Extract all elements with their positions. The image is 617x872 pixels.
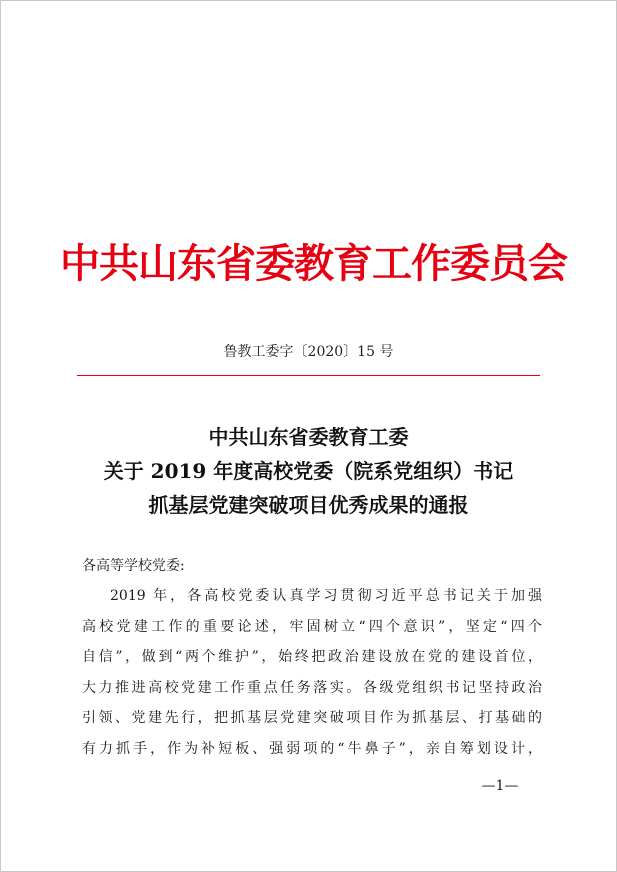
title-line-1: 中共山东省委教育工委: [208, 425, 409, 449]
body-line: 引领、党建先行，把抓基层党建突破项目作为抓基层、打基础的: [82, 710, 542, 727]
body-line: 自信”，做到“两个维护”，始终把政治建设放在党的建设首位，: [82, 649, 542, 666]
issuer-masthead: 中共山东省委教育工作委员会: [60, 240, 567, 287]
red-divider-line: [77, 375, 540, 376]
body-line: 2019 年，各高校党委认真学习贯彻习近平总书记关于加强: [110, 588, 542, 604]
body-line: 有力抓手，作为补短板、强弱项的“牛鼻子”，亲自筹划设计，: [82, 740, 542, 757]
title-line-2: 关于 2019 年度高校党委（院系党组织）书记: [103, 459, 514, 483]
document-title: [60, 420, 557, 522]
title-line-3: 抓基层党建突破项目优秀成果的通报: [148, 493, 469, 517]
document-body: [82, 551, 542, 765]
body-line: 大力推进高校党建工作重点任务落实。各级党组织书记坚持政治: [82, 679, 542, 696]
page-number: —1—: [481, 778, 519, 794]
salutation: 各高等学校党委:: [82, 558, 185, 574]
document-number: 鲁教工委字〔2020〕15 号: [223, 344, 394, 360]
body-line: 高校党建工作的重要论述，牢固树立“四个意识”，坚定“四个: [82, 618, 542, 635]
